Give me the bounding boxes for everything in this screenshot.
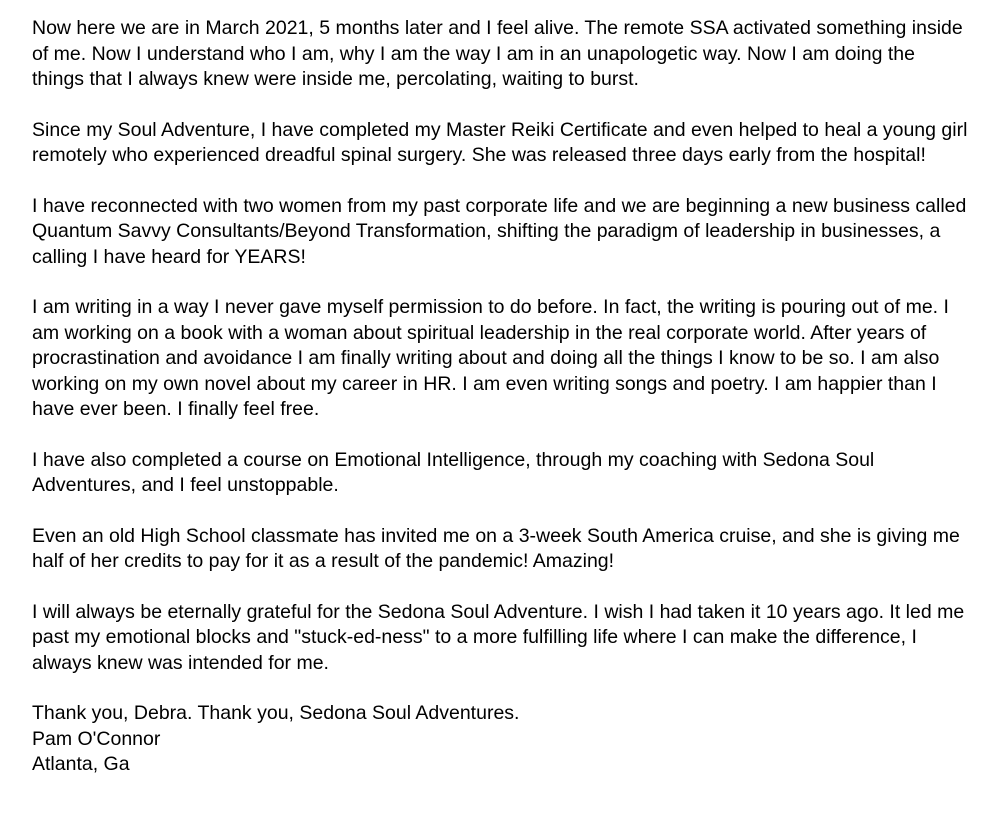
paragraph-cruise: Even an old High School classmate has invited me on a 3-week South America cruise, and she is giving me half of her credits to pay for it as a result of the pandemic! Amazing!	[32, 524, 960, 572]
paragraph-business: I have reconnected with two women from my past corporate life and we are beginning a new business called Quantum Savvy Consultants/Beyond Transformation, shifting the paradigm of leadership in businesses, a calling I have heard for YEARS!	[32, 194, 967, 268]
signature-location: Atlanta, Ga	[32, 753, 130, 775]
signature-thanks: Thank you, Debra. Thank you, Sedona Soul Adventures.	[32, 702, 520, 724]
paragraph-course: I have also completed a course on Emotional Intelligence, through my coaching with Sedona Soul Adventures, and I feel unstoppable.	[32, 448, 875, 496]
paragraph-intro: Now here we are in March 2021, 5 months later and I feel alive. The remote SSA activated something inside of me. Now I understand who I am, why I am the way I am in an unapologetic way. Now I am doing the things that I always knew were inside me, percolating, waiting to burst.	[32, 17, 963, 90]
paragraph-writing: I am writing in a way I never gave myself permission to do before. In fact, the writing is pouring out of me. I am working on a book with a woman about spiritual leadership in the real corporate world. After years of procrastination and avoidance I am finally writing about and doing all the things I know to be so. I am also working on my own novel about my career in HR. I am even writing songs and poetry. I am happier than I have ever been. I finally feel free.	[32, 296, 949, 420]
paragraph-gratitude: I will always be eternally grateful for the Sedona Soul Adventure. I wish I had taken it 10 years ago. It led me past my emotional blocks and "stuck-ed-ness" to a more fulfilling life where I can make the difference, I always knew was intended for me.	[32, 600, 965, 674]
signature-block	[32, 701, 970, 778]
paragraph-reiki: Since my Soul Adventure, I have completed my Master Reiki Certificate and even helped to heal a young girl remotely who experienced dreadful spinal surgery. She was released three days early from the hospital!	[32, 118, 968, 166]
signature-name: Pam O'Connor	[32, 727, 161, 750]
